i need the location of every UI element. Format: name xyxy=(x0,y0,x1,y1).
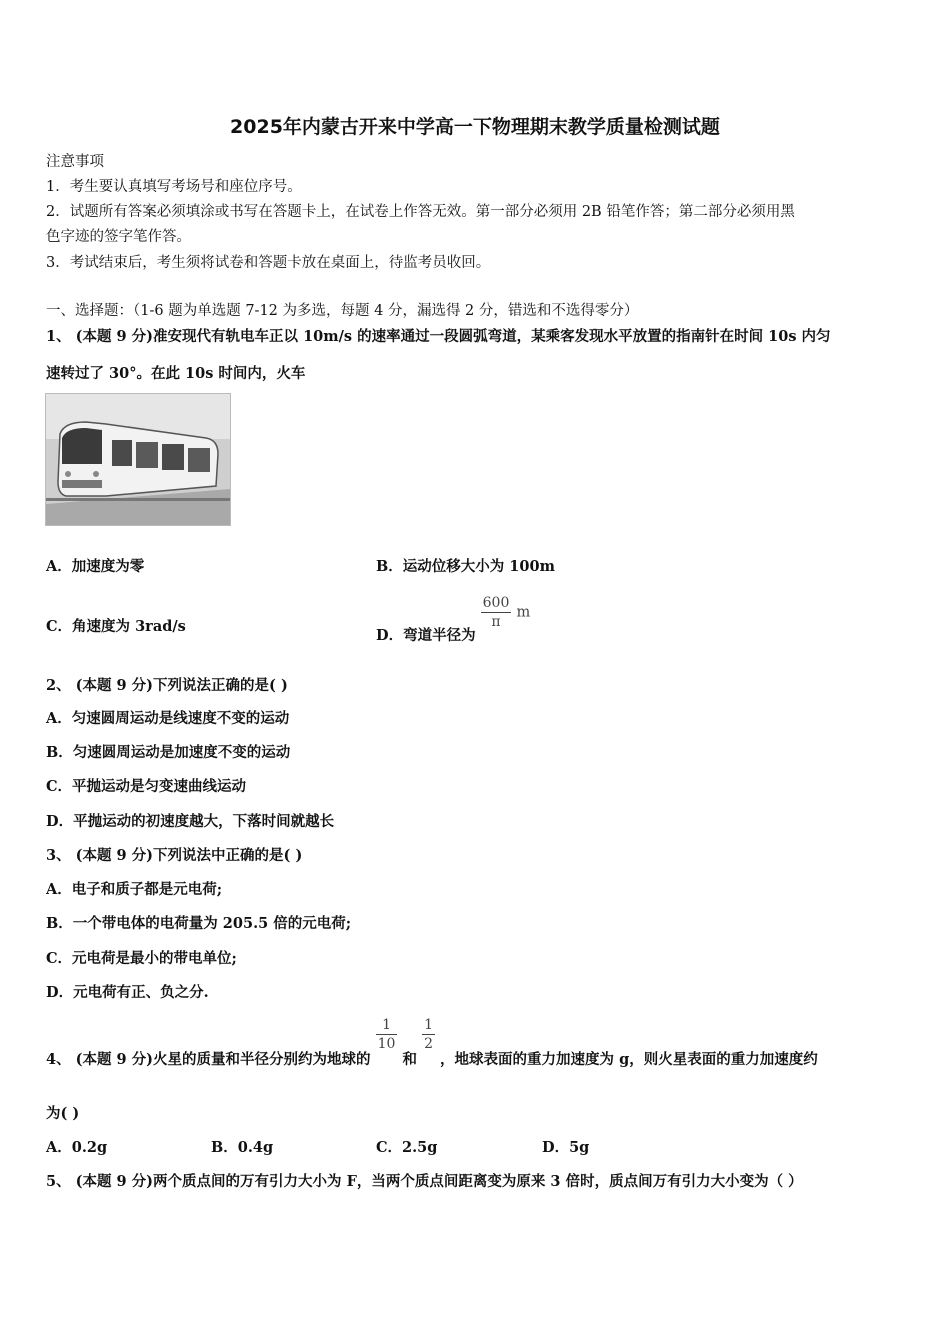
fraction-denominator: 10 xyxy=(377,1036,396,1052)
q1-option-d-fraction xyxy=(481,594,512,631)
q1-option-a: A．加速度为零 xyxy=(46,558,145,575)
q3-option: D．元电荷有正、负之分. xyxy=(46,984,209,1001)
q3-option: B．一个带电体的电荷量为 205.5 倍的元电荷; xyxy=(46,915,352,932)
q1-stem-cont: 速转过了 30°。在此 10s 时间内，火车 xyxy=(46,365,306,382)
notice-item: 3．考试结束后，考生须将试卷和答题卡放在桌面上，待监考员收回。 xyxy=(46,255,491,271)
q4-stem-part1: 4、 (本题 9 分)火星的质量和半径分别约为地球的 xyxy=(46,1050,371,1068)
notice-item: 色字迹的签字笔作答。 xyxy=(46,229,191,245)
notice-item: 1．考生要认真填写考场号和座位序号。 xyxy=(46,179,302,195)
q5-stem: 5、 (本题 9 分)两个质点间的万有引力大小为 F，当两个质点间距离变为原来 3 倍时，质点间万有引力大小变为（ ） xyxy=(46,1173,803,1190)
q1-stem: 1、 (本题 9 分)准安现代有轨电车正以 10m/s 的速率通过一段圆弧弯道，某乘客发现水平放置的指南针在时间 10s 内匀 xyxy=(46,328,831,345)
notice-item: 2．试题所有答案必须填涂或书写在答题卡上，在试卷上作答无效。第一部分必须用 2B 铅笔作答；第二部分必须用黑 xyxy=(46,204,795,220)
q2-option: C．平抛运动是匀变速曲线运动 xyxy=(46,778,247,795)
tram-photo xyxy=(45,393,231,526)
q2-option: D．平抛运动的初速度越大，下落时间就越长 xyxy=(46,813,335,830)
q1-option-d xyxy=(376,594,531,644)
q3-stem: 3、 (本题 9 分)下列说法中正确的是( ) xyxy=(46,847,303,864)
fraction-denominator: π xyxy=(491,614,501,630)
notice-heading: 注意事项 xyxy=(46,154,104,170)
q3-option: A．电子和质子都是元电荷; xyxy=(46,881,223,898)
q4-and: 和 xyxy=(402,1050,417,1068)
q1-option-b: B．运动位移大小为 100m xyxy=(376,558,555,575)
page-title: 2025年内蒙古开来中学高一下物理期末教学质量检测试题 xyxy=(230,116,720,138)
q1-option-d-label: D．弯道半径为 xyxy=(376,626,476,644)
q4-stem-cont: 为( ) xyxy=(46,1105,80,1122)
q3-option: C．元电荷是最小的带电单位; xyxy=(46,950,237,967)
q2-option: A．匀速圆周运动是线速度不变的运动 xyxy=(46,710,290,727)
q4-fraction-radius xyxy=(422,1016,435,1053)
q2-option: B．匀速圆周运动是加速度不变的运动 xyxy=(46,744,291,761)
fraction-numerator: 600 xyxy=(482,595,510,611)
fraction-numerator: 1 xyxy=(376,1016,398,1035)
q4-option-a: A．0.2g xyxy=(46,1139,108,1156)
q4-fraction-mass xyxy=(376,1016,398,1053)
q4-stem-part2: ，地球表面的重力加速度为 g，则火星表面的重力加速度约 xyxy=(440,1050,818,1068)
fraction-numerator: 1 xyxy=(424,1017,433,1033)
fraction-denominator: 2 xyxy=(424,1036,433,1052)
q2-stem: 2、 (本题 9 分)下列说法正确的是( ) xyxy=(46,677,288,694)
q4-option-d: D．5g xyxy=(542,1139,590,1156)
section-heading: 一、选择题：（1-6 题为单选题 7-12 为多选，每题 4 分，漏选得 2 分，错选和不选得零分） xyxy=(46,303,639,319)
q1-option-d-unit: m xyxy=(516,604,531,621)
q4-option-b: B．0.4g xyxy=(211,1139,274,1156)
q4-stem xyxy=(46,1016,818,1068)
q4-option-c: C．2.5g xyxy=(376,1139,438,1156)
q1-option-c: C．角速度为 3rad/s xyxy=(46,618,186,635)
